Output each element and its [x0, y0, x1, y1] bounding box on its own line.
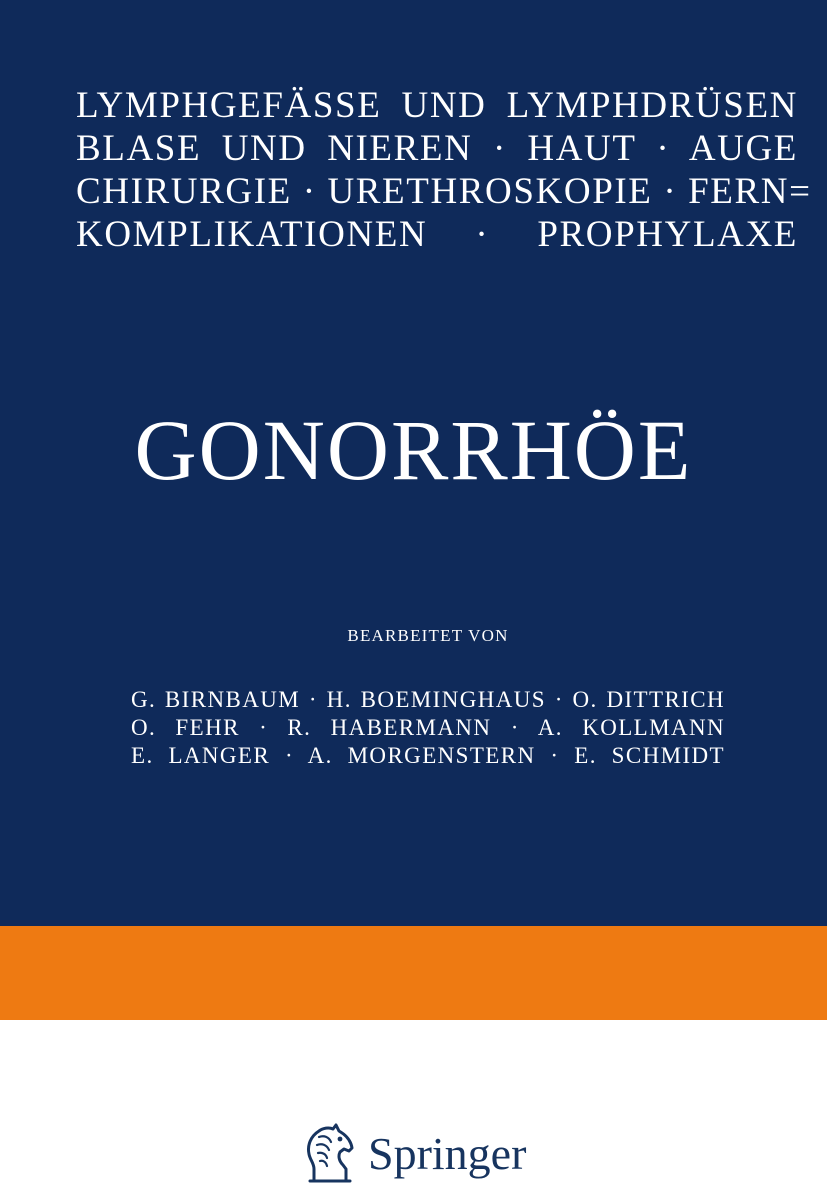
topic-line-3: CHIRURGIE · URETHROSKOPIE · FERN=	[76, 171, 812, 212]
authors-line-1: G. BIRNBAUM · H. BOEMINGHAUS · O. DITTRICH	[131, 687, 725, 712]
publisher-name: Springer	[368, 1128, 527, 1179]
authors-block	[131, 686, 725, 770]
authors-line-2: O. FEHR · R. HABERMANN · A. KOLLMANN	[131, 715, 725, 740]
topic-line-1: LYMPHGEFÄSSE UND LYMPHDRÜSEN	[76, 85, 798, 126]
topics-block	[76, 84, 812, 256]
book-title: GONORRHÖE	[134, 402, 693, 498]
cover-orange-band	[0, 926, 827, 1020]
publisher-imprint	[300, 1120, 560, 1190]
springer-knight-horse-icon	[300, 1123, 358, 1187]
edited-by-label: BEARBEITET VON	[347, 626, 509, 645]
topic-line-4: KOMPLIKATIONEN · PROPHYLAXE	[76, 214, 798, 255]
topic-line-2: BLASE UND NIEREN · HAUT · AUGE	[76, 128, 798, 169]
authors-line-3: E. LANGER · A. MORGENSTERN · E. SCHMIDT	[131, 743, 725, 768]
